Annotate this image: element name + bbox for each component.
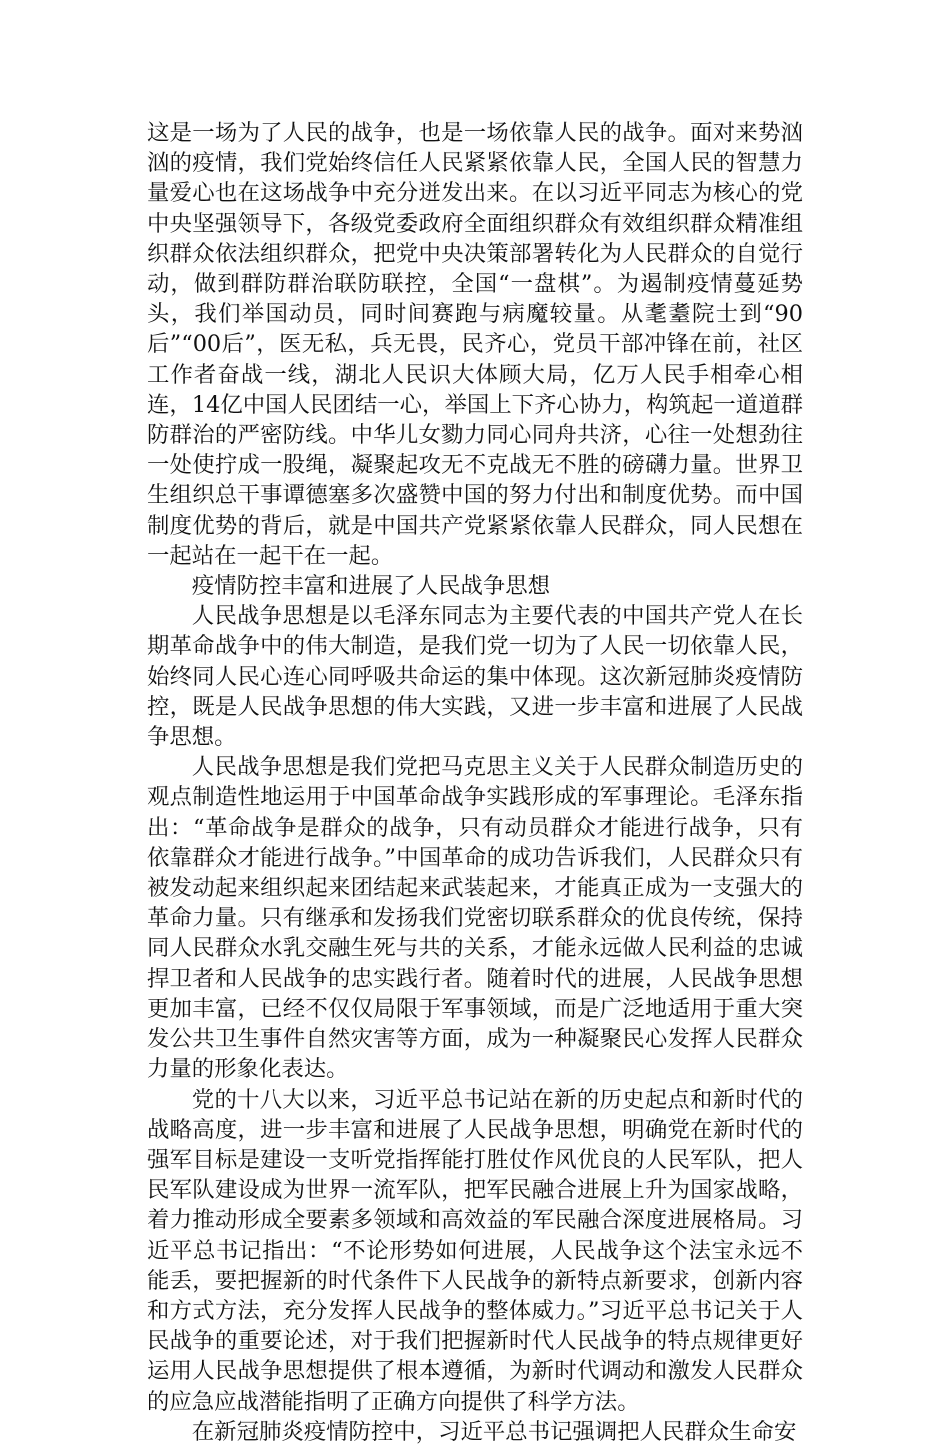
section-heading: 疫情防控丰富和进展了人民战争思想 [191,573,551,600]
paragraph: 人民战争思想是我们党把马克思主义关于人民群众制造历史的观点制造性地运用于中国革命战争实践形成的军事理论。毛泽东指出：“革命战争是群众的战争，只有动员群众才能进行战争，只有依靠群众才能进行战争。”中国革命的成功告诉我们，人民群众只有被发动起来组织起来团结起来武装起来，才能真正成为一支强大的革命力量。只有继承和发扬我们党密切联系群众的优良传统，保持同人民群众水乳交融生死与共的关系，才能永远做人民利益的忠诚捍卫者和人民战争的忠实践行者。随着时代的进展，人民战争思想更加丰富，已经不仅仅局限于军事领域，而是广泛地适用于重大突发公共卫生事件自然灾害等方面，成为一种凝聚民心发挥人民群众力量的形象化表达。 [147,754,803,1083]
paragraph: 人民战争思想是以毛泽东同志为主要代表的中国共产党人在长期革命战争中的伟大制造，是我们党一切为了人民一切依靠人民，始终同人民心连心同呼吸共命运的集中体现。这次新冠肺炎疫情防控，既是人民战争思想的伟大实践，又进一步丰富和进展了人民战争思想。 [147,603,803,751]
paragraph-truncated: 在新冠肺炎疫情防控中，习近平总书记强调把人民群众生命安 [191,1418,797,1445]
paragraph: 党的十八大以来，习近平总书记站在新的历史起点和新时代的战略高度，进一步丰富和进展了人民战争思想，明确党在新时代的强军目标是建设一支听党指挥能打胜仗作风优良的人民军队，把人民军队建设成为世界一流军队，把军民融合进展上升为国家战略，着力推动形成全要素多领域和高效益的军民融合深度进展格局。习近平总书记指出：“不论形势如何进展，人民战争这个法宝永远不能丢，要把握新的时代条件下人民战争的新特点新要求，创新内容和方式方法，充分发挥人民战争的整体威力。”习近平总书记关于人民战争的重要论述，对于我们把握新时代人民战争的特点规律更好运用人民战争思想提供了根本遵循，为新时代调动和激发人民群众的应急应战潜能指明了正确方向提供了科学方法。 [147,1086,803,1415]
document-body [147,118,803,1447]
paragraph-intro: 这是一场为了人民的战争，也是一场依靠人民的战争。面对来势汹汹的疫情，我们党始终信任人民紧紧依靠人民，全国人民的智慧力量爱心也在这场战争中充分迸发出来。在以习近平同志为核心的党中央坚强领导下，各级党委政府全面组织群众有效组织群众精准组织群众依法组织群众，把党中央决策部署转化为人民群众的自觉行动，做到群防群治联防联控，全国“一盘棋”。为遏制疫情蔓延势头，我们举国动员，同时间赛跑与病魔较量。从耄耋院士到“90后”“00后”，医无私，兵无畏，民齐心，党员干部冲锋在前，社区工作者奋战一线，湖北人民识大体顾大局，亿万人民手相牵心相连，14亿中国人民团结一心，举国上下齐心协力，构筑起一道道群防群治的严密防线。中华儿女勠力同心同舟共济，心往一处想劲往一处使拧成一股绳，凝聚起攻无不克战无不胜的磅礴力量。世界卫生组织总干事谭德塞多次盛赞中国的努力付出和制度优势。而中国制度优势的背后，就是中国共产党紧紧依靠人民群众，同人民想在一起站在一起干在一起。 [147,120,803,569]
